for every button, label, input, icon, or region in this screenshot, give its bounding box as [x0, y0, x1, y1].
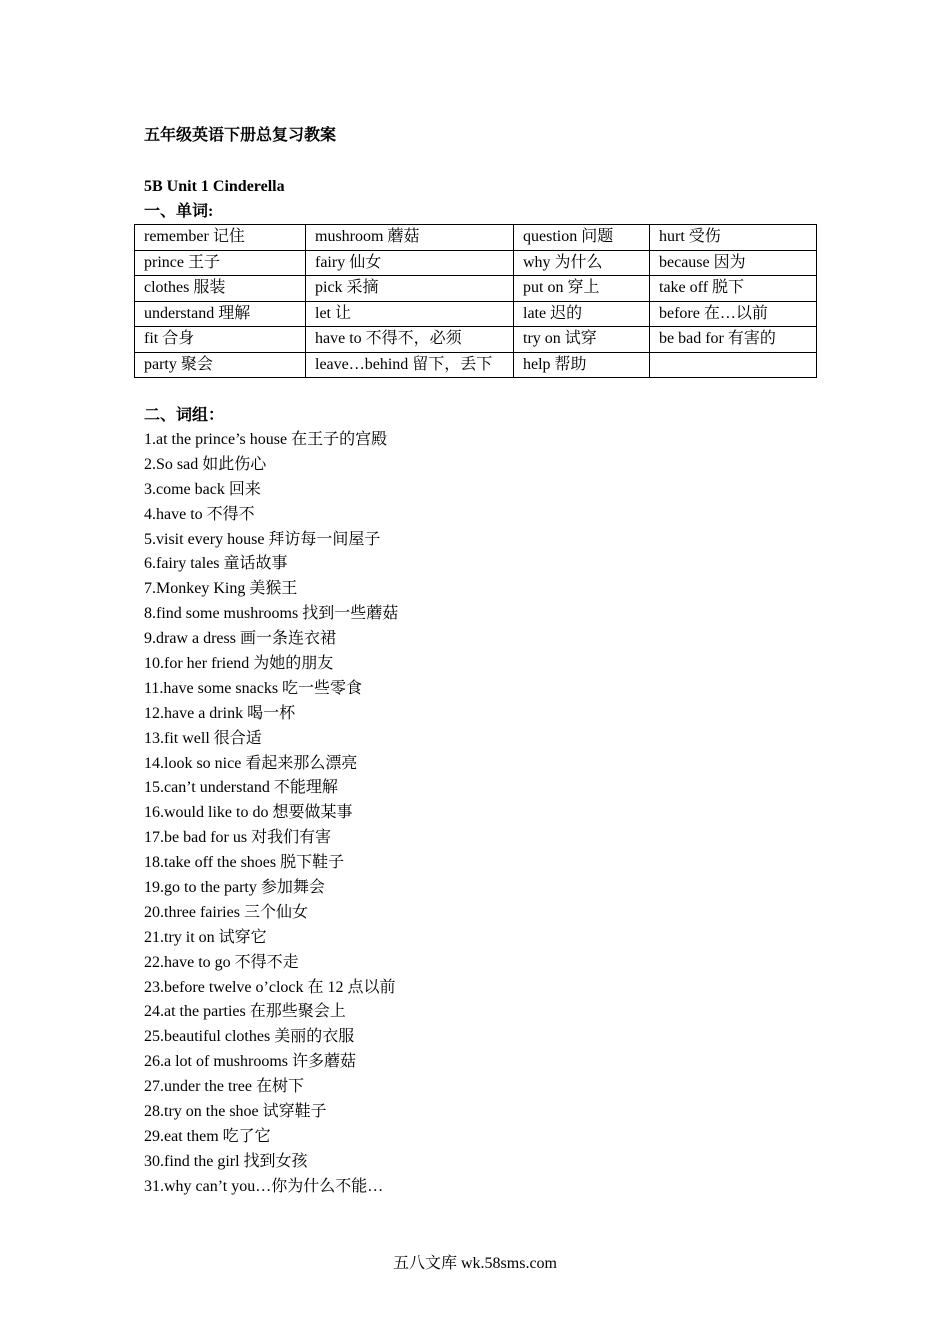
list-item: 15.can’t understand 不能理解	[144, 779, 338, 797]
list-item: 6.fairy tales 童话故事	[144, 555, 288, 573]
table-cell: hurt 受伤	[650, 225, 817, 251]
list-item: 13.fit well 很合适	[144, 729, 262, 747]
table-row	[135, 225, 817, 251]
list-item: 17.be bad for us 对我们有害	[144, 829, 332, 847]
table-cell: try on 试穿	[514, 327, 650, 353]
list-item: 21.try it on 试穿它	[144, 928, 267, 946]
unit-title: 5B Unit 1 Cinderella	[144, 178, 285, 195]
document-title: 五年级英语下册总复习教案	[144, 127, 337, 144]
table-cell: fairy 仙女	[306, 250, 514, 276]
list-item: 8.find some mushrooms 找到一些蘑菇	[144, 605, 399, 623]
table-row	[135, 327, 817, 353]
list-item: 5.visit every house 拜访每一间屋子	[144, 530, 381, 548]
table-cell: help 帮助	[514, 352, 650, 378]
table-cell: let 让	[306, 301, 514, 327]
list-item: 27.under the tree 在树下	[144, 1078, 304, 1096]
table-cell: because 因为	[650, 250, 817, 276]
table-cell: remember 记住	[135, 225, 306, 251]
list-item: 22.have to go 不得不走	[144, 953, 299, 971]
table-row	[135, 250, 817, 276]
list-item: 29.eat them 吃了它	[144, 1127, 271, 1145]
list-item: 30.find the girl 找到女孩	[144, 1152, 308, 1170]
section-heading-words: 一、单词:	[144, 203, 214, 220]
table-cell: put on 穿上	[514, 276, 650, 302]
table-cell: before 在…以前	[650, 301, 817, 327]
table-cell	[650, 352, 817, 378]
list-item: 16.would like to do 想要做某事	[144, 804, 353, 822]
list-item: 19.go to the party 参加舞会	[144, 879, 325, 897]
list-item: 12.have a drink 喝一杯	[144, 704, 296, 722]
table-cell: mushroom 蘑菇	[306, 225, 514, 251]
table-cell: fit 合身	[135, 327, 306, 353]
vocabulary-table-body	[135, 225, 817, 378]
table-cell: have to 不得不，必须	[306, 327, 514, 353]
phrase-list	[144, 428, 398, 1200]
table-cell: question 问题	[514, 225, 650, 251]
list-item: 14.look so nice 看起来那么漂亮	[144, 754, 358, 772]
page-footer: 五八文库 wk.58sms.com	[392, 1255, 557, 1272]
list-item: 7.Monkey King 美猴王	[144, 580, 298, 598]
table-cell: take off 脱下	[650, 276, 817, 302]
list-item: 3.come back 回来	[144, 480, 261, 498]
table-cell: clothes 服装	[135, 276, 306, 302]
list-item: 4.have to 不得不	[144, 505, 255, 523]
list-item: 2.So sad 如此伤心	[144, 455, 267, 473]
list-item: 23.before twelve o’clock 在 12 点以前	[144, 978, 396, 996]
table-cell: prince 王子	[135, 250, 306, 276]
list-item: 31.why can’t you…你为什么不能…	[144, 1177, 384, 1195]
section-heading-phrases: 二、词组：	[144, 407, 225, 424]
vocabulary-table	[134, 224, 817, 378]
list-item: 9.draw a dress 画一条连衣裙	[144, 630, 336, 648]
table-cell: understand 理解	[135, 301, 306, 327]
table-cell: pick 采摘	[306, 276, 514, 302]
table-cell: be bad for 有害的	[650, 327, 817, 353]
table-cell: late 迟的	[514, 301, 650, 327]
list-item: 1.at the prince’s house 在王子的宫殿	[144, 431, 388, 448]
list-item: 26.a lot of mushrooms 许多蘑菇	[144, 1053, 356, 1071]
list-item: 24.at the parties 在那些聚会上	[144, 1003, 346, 1021]
list-item: 10.for her friend 为她的朋友	[144, 655, 334, 673]
table-cell: party 聚会	[135, 352, 306, 378]
table-cell: why 为什么	[514, 250, 650, 276]
table-cell: leave…behind 留下，丢下	[306, 352, 514, 378]
list-item: 20.three fairies 三个仙女	[144, 903, 308, 921]
list-item: 11.have some snacks 吃一些零食	[144, 679, 363, 697]
list-item: 28.try on the shoe 试穿鞋子	[144, 1103, 327, 1121]
table-row	[135, 352, 817, 378]
list-item: 18.take off the shoes 脱下鞋子	[144, 854, 345, 872]
list-item: 25.beautiful clothes 美丽的衣服	[144, 1028, 355, 1046]
table-row	[135, 301, 817, 327]
table-row	[135, 276, 817, 302]
